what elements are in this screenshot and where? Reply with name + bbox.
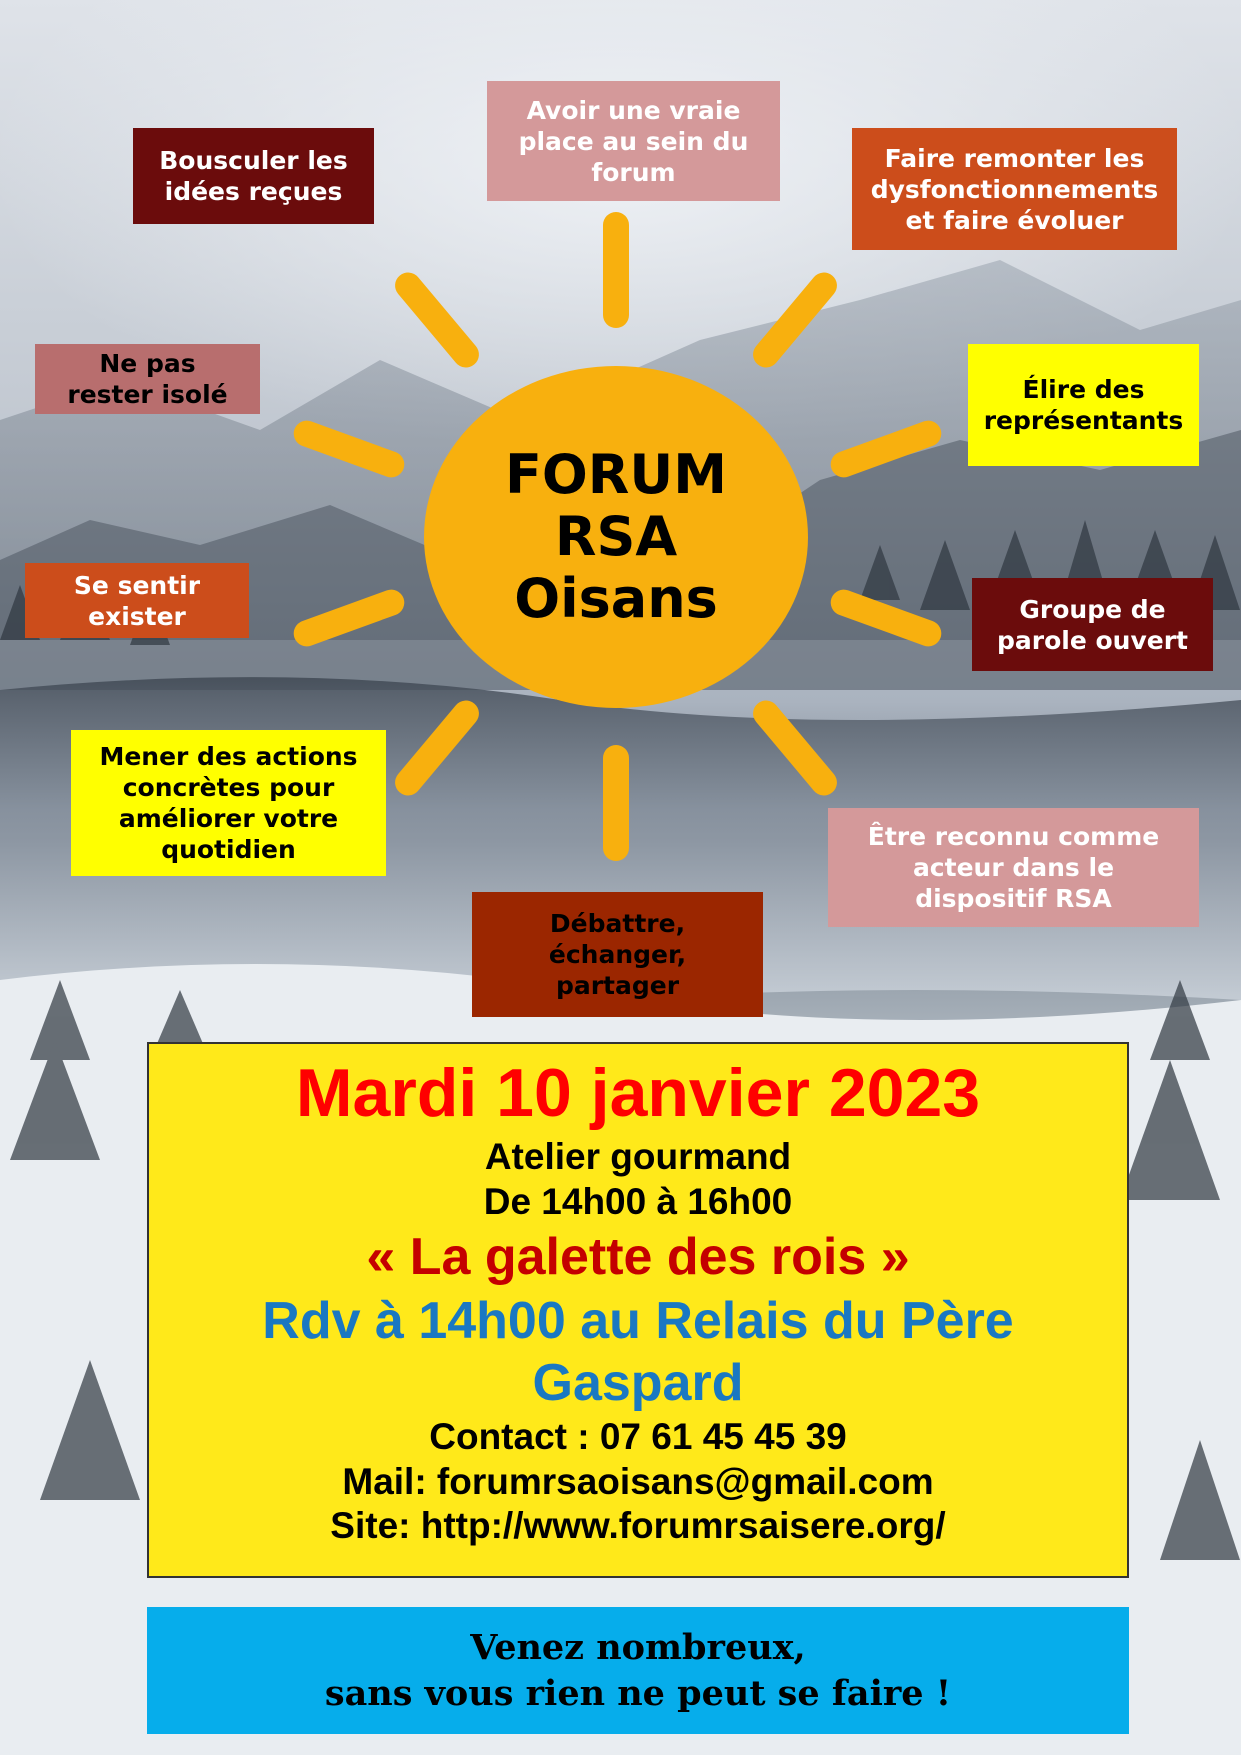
sun-title-line3: Oisans [514, 567, 718, 630]
label-elire: Élire des représentants [968, 344, 1199, 466]
event-date: Mardi 10 janvier 2023 [295, 1055, 981, 1131]
event-time: De 14h00 à 16h00 [483, 1181, 793, 1222]
bottom-banner [147, 1607, 1129, 1734]
forum-sun-logo [424, 366, 808, 708]
banner-line2: sans vous rien ne peut se faire ! [324, 1672, 952, 1714]
label-ne-pas-rester: Ne pas rester isolé [35, 344, 260, 414]
label-groupe-parole: Groupe de parole ouvert [972, 578, 1213, 671]
sun-ray-top [603, 212, 629, 328]
banner-line1: Venez nombreux, [470, 1626, 806, 1668]
label-debattre: Débattre, échanger, partager [472, 892, 763, 1017]
label-mener-actions: Mener des actions concrètes pour améliorer votre quotidien [71, 730, 386, 876]
event-rdv: Rdv à 14h00 au Relais du Père Gaspard [262, 1292, 1014, 1412]
label-etre-reconnu: Être reconnu comme acteur dans le dispositif RSA [828, 808, 1199, 927]
sun-title-line2: RSA [554, 505, 678, 568]
label-se-sentir: Se sentir exister [25, 563, 249, 638]
event-contact: Contact : 07 61 45 45 39 [429, 1416, 847, 1457]
label-bousculer: Bousculer les idées reçues [133, 128, 374, 224]
event-info-box [147, 1042, 1129, 1578]
event-mail[interactable]: Mail: forumrsaoisans@gmail.com [342, 1461, 934, 1502]
sun-title-line1: FORUM [505, 443, 727, 506]
label-faire-remonter: Faire remonter les dysfonctionnements et faire évoluer [852, 128, 1177, 250]
event-activity: Atelier gourmand [484, 1136, 792, 1177]
label-avoir-place: Avoir une vraie place au sein du forum [487, 81, 780, 201]
sun-ray-bottom [603, 745, 629, 861]
event-site[interactable]: Site: http://www.forumrsaisere.org/ [330, 1505, 946, 1546]
event-theme: « La galette des rois » [366, 1228, 910, 1286]
